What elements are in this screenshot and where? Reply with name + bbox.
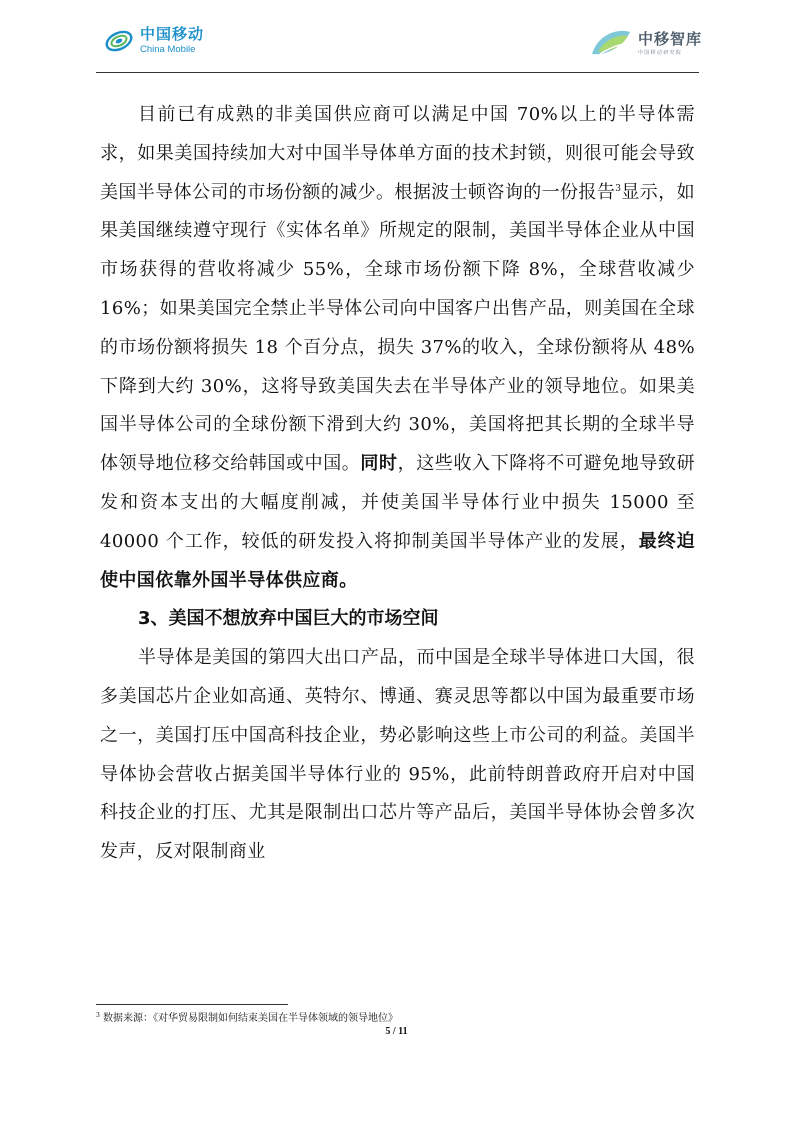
page-number: 5 / 11 [385,1026,408,1037]
footnote-ref-3[interactable]: 3 [615,183,622,194]
china-mobile-logo [104,27,204,55]
zhiku-sub: 中国移动研究院 [638,50,683,56]
paragraph-1-text-c: ，这些收入下降将不可避免地导致研发和资本支出的大幅度削减，并使美国半导体行业中损失 15000 至 40000 个工作，较低的研发投入将抑制美国半导体产业的发展， [100,453,695,552]
zhiku-cn: 中移智库 [638,30,703,48]
china-mobile-swirl-icon [104,28,134,54]
paragraph-1-text-b: 显示，如果美国继续遵守现行《实体名单》所规定的限制，美国半导体企业从中国市场获得的营收将减少 55%，全球市场份额下降 8%，全球营收减少 16%；如果美国完全禁止半导体公司向中国客户出售产品，则美国在全球的市场份额将损失 18 个百分点，损失 37%的收入，全球份额将从 48%下降到大约 30%，这将导致美国失去在半导体产业的领导地位。如果美国半导体公司的全球份额下滑到大约 30%，美国将把其长期的全球半导体领导地位移交给韩国或中国。 [100,181,695,475]
china-mobile-cn: 中国移动 [140,25,205,43]
footnote-number: 3 [96,1012,100,1019]
page-header [0,0,793,75]
footnote-divider [96,1004,288,1005]
header-divider [96,72,699,73]
document-body [100,96,695,872]
paragraph-1-text-a: 目前已有成熟的非美国供应商可以满足中国 70%以上的半导体需求，如果美国持续加大对中国半导体单方面的技术封锁，则很可能会导致美国半导体公司的市场份额的减少。根据波士顿咨询的一份报告 [100,104,695,203]
zhiku-logo [588,24,702,64]
footnote-text: 数据来源：《对华贸易限制如何结束美国在半导体领域的领导地位》 [103,1013,399,1024]
paragraph-2: 半导体是美国的第四大出口产品，而中国是全球半导体进口大国，很多美国芯片企业如高通、英特尔、博通、赛灵思等都以中国为最重要市场之一，美国打压中国高科技企业，势必影响这些上市公司的利益。美国半导体协会营收占据美国半导体行业的 95%，此前特朗普政府开启对中国科技企业的打压、尤其是限制出口芯片等产品后，美国半导体协会曾多次发声，反对限制商业 [100,647,695,863]
footnote-3 [96,1009,398,1024]
paragraph-1 [100,96,695,600]
china-mobile-en: China Mobile [140,44,196,55]
paragraph-1-bold-a: 同时 [360,453,398,475]
zhiku-leaf-icon [588,24,634,64]
paragraph-1-bold-conclusion: 最终迫使中国依靠外国半导体供应商。 [100,530,695,591]
section-heading-3: 3、美国不想放弃中国巨大的市场空间 [138,608,439,630]
